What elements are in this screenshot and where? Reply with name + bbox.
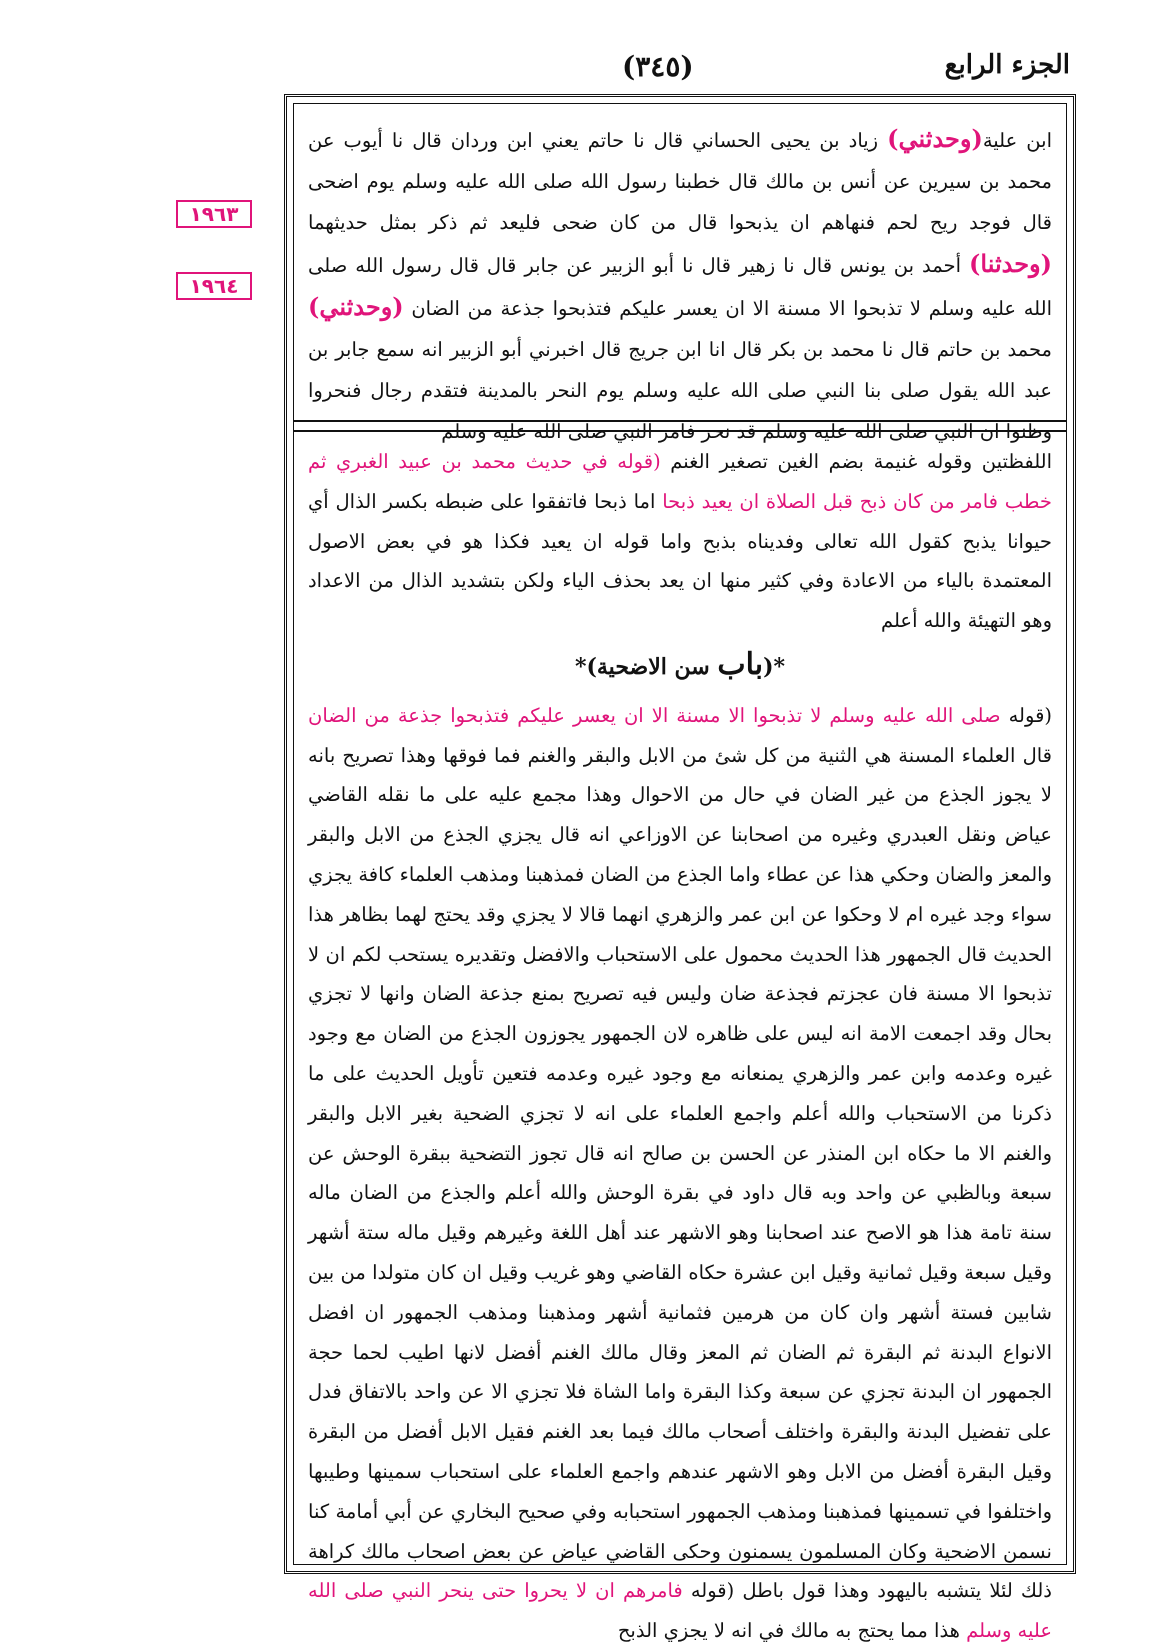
- hadith-number-1964: ١٩٦٤: [176, 272, 252, 300]
- hadith-text: زياد بن يحيى الحساني قال نا حاتم يعني ابن وردان قال نا أيوب عن محمد بن سيرين عن أنس بن مالك قال خطبنا رسول الله صلى الله عليه وسلم يوم اضحى قال فوجد ريح لحم فنهاهم ان يذبحوا قال من كان ضحى فليعد ثم ذكر بمثل حديثهما: [308, 129, 1052, 234]
- narration-keyword: (وحدثني): [887, 124, 983, 153]
- hadith-number-1963: ١٩٦٣: [176, 200, 252, 228]
- hadith-text: أحمد بن يونس قال نا زهير قال نا أبو الزبير عن جابر قال قال رسول الله صلى الله عليه وسلم لا تذبحوا الا مسنة الا ان يعسر عليكم فتذبحوا جذعة من الضان: [308, 254, 1052, 320]
- narration-keyword: (وحدثني): [308, 292, 404, 321]
- chapter-title: سن الاضحية: [596, 653, 718, 680]
- page-frame: [284, 94, 1076, 1643]
- hadith-paragraph: [308, 118, 1052, 452]
- page-header: [282, 50, 1082, 90]
- part-title: الجزء الرابع: [944, 50, 1070, 80]
- commentary-text: اما ذبحا فاتفقوا على ضبطه بكسر الذال أي حيوانا يذبح كقول الله تعالى وفديناه بذبح واما قوله ان يعيد فكذا هو في بعض الاصول المعتمدة بالياء من الاعادة وفي كثير منها ان يعد بحذف الياء ولكن بتشديد الذال من الاعداد وهو التهيئة والله أعلم: [308, 489, 1052, 633]
- page-number: (٣٤٥): [622, 50, 694, 83]
- commentary-text: هذا مما يحتج به مالك في انه لا يجزي الذبح: [617, 1619, 967, 1643]
- quoted-phrase: صلى الله عليه وسلم لا تذبحوا الا مسنة الا ان يعسر عليكم فتذبحوا جذعة من الضان: [308, 703, 1001, 727]
- chapter-bab: باب: [717, 646, 764, 682]
- commentary-paragraph-1: [308, 442, 1052, 641]
- section-divider: [294, 420, 1066, 432]
- commentary-block: [308, 442, 1053, 1643]
- chapter-heading: [308, 645, 1052, 688]
- hadith-text: ابن علية: [982, 129, 1052, 152]
- hadith-text: محمد بن حاتم قال نا محمد بن بكر قال انا ابن جريج قال اخبرني أبو الزبير انه سمع جابر بن عبد الله يقول صلى بنا النبي صلى الله عليه وسلم يوم النحر بالمدينة فتقدم رجال فنحروا وظنوا ان النبي صلى الله عليه وسلم قد نحر فامر النبي صلى الله عليه وسلم: [308, 338, 1052, 443]
- frame-inner-border: [293, 103, 1067, 1643]
- chapter-mark: )*: [574, 653, 597, 680]
- commentary-paragraph-2: [308, 696, 1052, 1651]
- quoted-phrase: فامرهم ان لا يحروا حتى ينحر النبي صلى الله عليه وسلم: [308, 1579, 1052, 1643]
- commentary-text: (قوله: [1000, 703, 1052, 727]
- commentary-text: (قوله: [682, 1579, 735, 1603]
- narration-keyword: (وحدثنا): [969, 249, 1052, 278]
- hadith-text-block: [308, 118, 1052, 443]
- commentary-text: اللفظتين وقوله غنيمة بضم الغين تصغير الغنم: [660, 450, 1053, 473]
- commentary-text: قال العلماء المسنة هي الثنية من كل شئ من الابل والبقر والغنم فما فوقها وهذا تصريح بانه لا يجوز الجذع من غير الضان في حال من الاحوال وهذا مجمع عليه على ما نقله القاضي عياض ونقل العبدري وغيره من اصحابنا عن الاوزاعي انه قال يجزي الجذع من الابل والبقر والمعز والضان وحكي هذا عن عطاء واما الجذع من الضان فمذهبنا ومذهب العلماء كافة يجزي سواء وجد غيره ام لا وحكوا عن ابن عمر والزهري انهما قالا لا يجزي وقد يحتج لهما بظاهر هذا الحديث قال الجمهور هذا الحديث محمول على الاستحباب والافضل وتقديره يستحب لكم ان لا تذبحوا الا مسنة فان عجزتم فجذعة ضان وليس فيه تصريح بمنع جذعة الضان وانها لا تجزي بحال وقد اجمعت الامة انه ليس على ظاهره لان الجمهور يجوزون الجذع من الضان مع وجود غيره وعدمه وابن عمر والزهري يمنعانه مع وجود غيره وعدمه فتعين تأويل الحديث على ما ذكرنا من الاستحباب والله أعلم واجمع العلماء على انه لا تجزي الضحية بغير الابل والبقر والغنم الا ما حكاه ابن المنذر عن الحسن بن صالح انه قال تجوز التضحية ببقرة الوحش عن سبعة وبالظبي عن واحد وبه قال داود في بقرة الوحش والله أعلم والجذع من الضان ماله سنة تامة هذا هو الاصح عند اصحابنا وهو الاشهر عند أهل اللغة وغيرهم وقيل ماله ستة أشهر وقيل سبعة وقيل ثمانية وقيل ابن عشرة حكاه القاضي وهو غريب وقيل ان كان متولدا من بين شابين فستة أشهر وان كان من هرمين فثمانية أشهر ومذهبنا ومذهب الجمهور ان افضل الانواع البدنة ثم البقرة ثم الضان ثم المعز وقال مالك الغنم أفضل لانها اطيب لحما حجة الجمهور ان البدنة تجزي عن سبعة وكذا البقرة واما الشاة فلا تجزي الا عن واحد بالاتفاق فدل على تفضيل البدنة والبقرة واختلف أصحاب مالك فيما بعد الغنم فقيل الابل أفضل من البقرة وقيل البقرة أفضل من الابل وهو الاشهر عندهم واجمع العلماء على استحباب سمينها وطيبها واختلفوا في تسمينها فمذهبنا ومذهب الجمهور استحبابه وفي صحيح البخاري عن أبي أمامة كنا نسمن الاضحية وكان المسلمون يسمنون وحكى القاضي عياض عن بعض اصحاب مالك كراهة ذلك لئلا يتشبه باليهود وهذا قول باطل: [308, 743, 1052, 1603]
- chapter-mark: *(: [763, 653, 786, 680]
- quoted-phrase: (قوله في حديث محمد بن عبيد الغبري ثم خطب فامر من كان ذبح قبل الصلاة ان يعيد ذبحا: [308, 450, 1052, 513]
